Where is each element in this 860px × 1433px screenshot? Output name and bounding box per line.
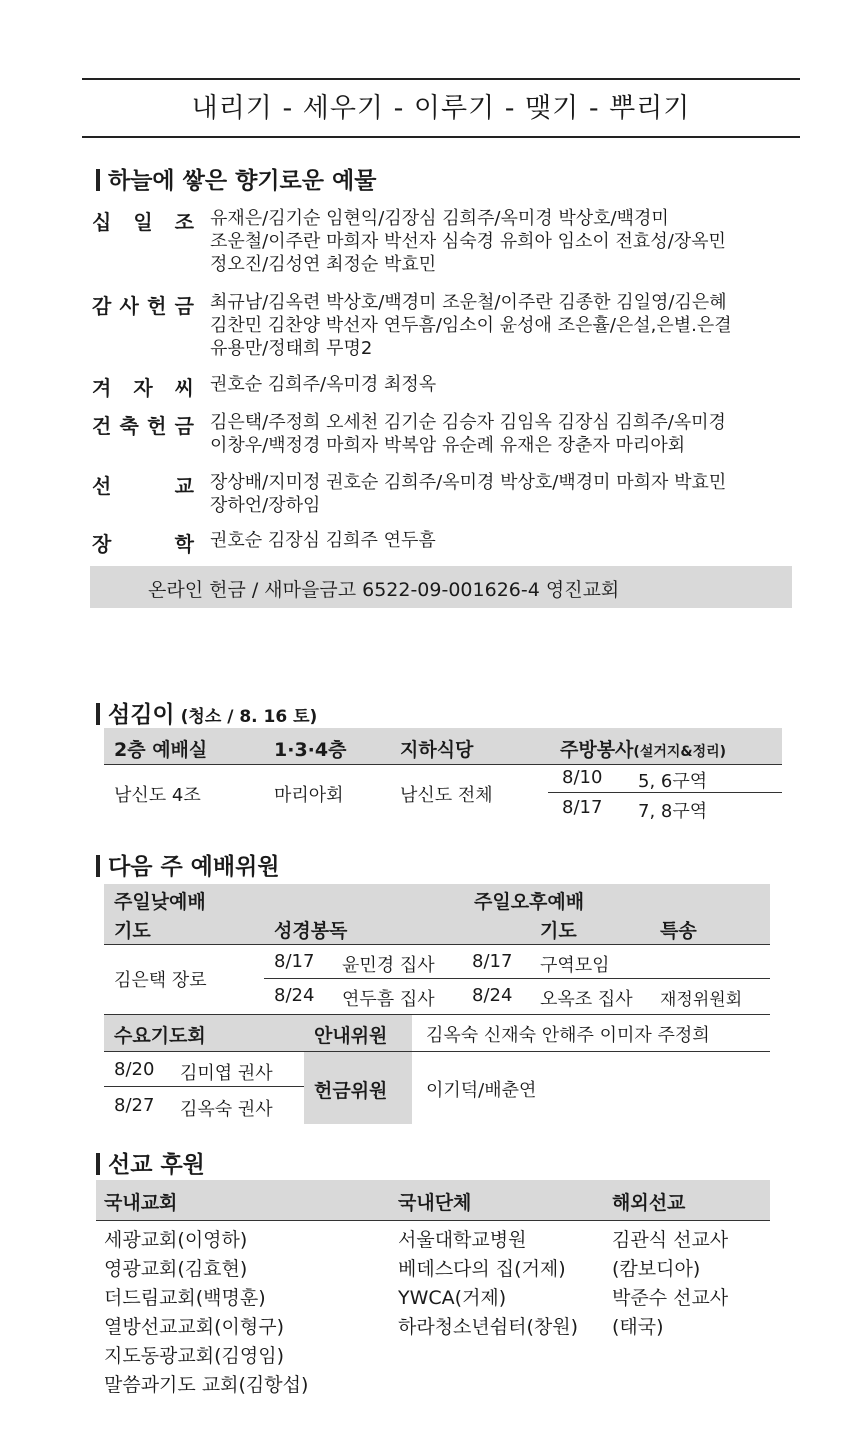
offering-label-char: 헌 bbox=[147, 414, 167, 438]
offering-name-line: 권호순 김희주/옥미경 최정옥 bbox=[210, 374, 437, 395]
wed-divider bbox=[104, 1086, 304, 1087]
offering-label-char: 축 bbox=[119, 414, 139, 438]
offering-names-5 bbox=[210, 529, 800, 552]
prayer-leader: 김은택 장로 bbox=[114, 970, 207, 991]
offering-label-char: 건 bbox=[92, 414, 112, 438]
worship-row1-prayer: 구역모임 bbox=[540, 955, 610, 976]
worship-row2-reader: 연두흠 집사 bbox=[342, 989, 435, 1010]
overseas-mission-item: (태국) bbox=[612, 1316, 664, 1338]
offering-names-3 bbox=[210, 411, 800, 457]
offering-name-line: 장하언/장하임 bbox=[210, 495, 321, 516]
service-subtitle: (청소 / 8. 16 토) bbox=[180, 707, 318, 727]
sunday-pm-header: 주일오후예배 bbox=[474, 891, 585, 913]
service-header-basement: 지하식당 bbox=[400, 739, 474, 761]
offering-label-1 bbox=[92, 290, 194, 319]
kitchen-divider bbox=[548, 792, 782, 793]
motto-text: 내리기 - 세우기 - 이루기 - 맺기 - 뿌리기 bbox=[191, 93, 691, 124]
offering-committee-names: 이기덕/배춘연 bbox=[426, 1080, 537, 1101]
kitchen-header-note: (설거지&정리) bbox=[633, 744, 727, 760]
domestic-church-item: 세광교회(이영하) bbox=[104, 1229, 248, 1251]
offering-label-2 bbox=[92, 372, 194, 401]
offering-committee-header: 헌금위원 bbox=[314, 1080, 388, 1102]
offering-label-char: 겨 bbox=[92, 376, 112, 400]
overseas-mission-item: 김관식 선교사 bbox=[612, 1229, 729, 1251]
offering-name-line: 유용만/정태희 무명2 bbox=[210, 338, 373, 359]
offering-label-char: 교 bbox=[174, 474, 194, 498]
service-header-134: 1·3·4층 bbox=[274, 739, 347, 761]
service-header-kitchen bbox=[560, 735, 726, 762]
reading-header: 성경봉독 bbox=[274, 920, 348, 942]
offering-names-0 bbox=[210, 207, 800, 276]
worship-row1-date: 8/17 bbox=[274, 951, 315, 972]
offering-label-char: 조 bbox=[174, 210, 194, 234]
mission-header-churches: 국내교회 bbox=[104, 1192, 178, 1214]
offering-label-char: 학 bbox=[174, 532, 194, 556]
offering-name-line: 유재은/김기순 임현익/김장심 김희주/옥미경 박상호/백경미 bbox=[210, 208, 669, 229]
domestic-church-item: 영광교회(김효현) bbox=[104, 1258, 248, 1280]
offering-label-3 bbox=[92, 410, 194, 439]
offering-label-5 bbox=[92, 528, 194, 557]
kitchen-zone-1: 5, 6구역 bbox=[638, 771, 708, 792]
kitchen-zone-2: 7, 8구역 bbox=[638, 801, 708, 822]
online-offering-text: 온라인 헌금 / 새마을금고 6522-09-001626-4 영진교회 bbox=[148, 579, 620, 601]
worship-title-text: 다음 주 예배위원 bbox=[108, 854, 280, 880]
offering-label-char: 씨 bbox=[174, 376, 194, 400]
domestic-org-item: YWCA(거제) bbox=[398, 1287, 507, 1309]
offering-name-line: 김찬민 김찬양 박선자 연두흠/임소이 윤성애 조은휼/은설,은별.은결 bbox=[210, 315, 732, 336]
usher-names: 김옥숙 신재숙 안해주 이미자 주정희 bbox=[426, 1025, 710, 1046]
offering-names-1 bbox=[210, 291, 800, 360]
mission-header-orgs: 국내단체 bbox=[398, 1192, 472, 1214]
offering-name-line: 조운철/이주란 마희자 박선자 심숙경 유희아 임소이 전효성/장옥민 bbox=[210, 231, 726, 252]
domestic-org-item: 하라청소년쉼터(창원) bbox=[398, 1316, 579, 1338]
wed-date-1: 8/20 bbox=[114, 1059, 155, 1080]
kitchen-date-2: 8/17 bbox=[562, 797, 603, 818]
offering-label-0 bbox=[92, 206, 194, 235]
domestic-church-item: 말씀과기도 교회(김항섭) bbox=[104, 1374, 309, 1396]
service-134-value: 마리아회 bbox=[274, 785, 344, 806]
usher-rule bbox=[104, 1051, 770, 1052]
offering-name-line: 최규남/김옥련 박상호/백경미 조운철/이주란 김종한 김일영/김은혜 bbox=[210, 292, 727, 313]
offering-name-line: 장상배/지미정 권호순 김희주/옥미경 박상호/백경미 마희자 박효민 bbox=[210, 472, 727, 493]
section-bar-icon bbox=[96, 703, 100, 725]
motto-bottom-rule bbox=[82, 136, 800, 138]
sunday-day-header: 주일낮예배 bbox=[114, 891, 206, 913]
domestic-org-item: 서울대학교병원 bbox=[398, 1229, 527, 1251]
prayer-header: 기도 bbox=[114, 920, 151, 942]
domestic-church-item: 지도동광교회(김영임) bbox=[104, 1345, 285, 1367]
kitchen-date-1: 8/10 bbox=[562, 767, 603, 788]
service-title-text: 섬김이 bbox=[108, 702, 175, 728]
section-bar-icon bbox=[96, 169, 100, 191]
offering-label-char: 자 bbox=[133, 376, 153, 400]
usher-header: 안내위원 bbox=[314, 1025, 388, 1047]
offering-name-line: 이창우/백정경 마희자 박복암 유순례 유재은 장춘자 마리아회 bbox=[210, 435, 686, 456]
offering-label-char: 금 bbox=[174, 294, 194, 318]
worship-row-divider bbox=[264, 978, 770, 979]
offering-names-2 bbox=[210, 373, 800, 396]
worship-row1-reader: 윤민경 집사 bbox=[342, 955, 435, 976]
mission-header-overseas: 해외선교 bbox=[612, 1192, 686, 1214]
special-header: 특송 bbox=[660, 920, 697, 942]
overseas-mission-item: (캄보디아) bbox=[612, 1258, 701, 1280]
service-title bbox=[96, 696, 317, 729]
offering-label-char: 일 bbox=[133, 210, 153, 234]
worship-row1-date2: 8/17 bbox=[472, 951, 513, 972]
offering-label-char: 장 bbox=[92, 532, 112, 556]
prayer2-header: 기도 bbox=[540, 920, 577, 942]
worship-row2-date: 8/24 bbox=[274, 985, 315, 1006]
service-header-rule bbox=[104, 764, 782, 765]
motto-top-rule bbox=[82, 78, 800, 80]
offering-label-char: 십 bbox=[92, 210, 112, 234]
mission-title-text: 선교 후원 bbox=[108, 1152, 205, 1178]
wed-name-1: 김미엽 권사 bbox=[180, 1063, 273, 1084]
offering-name-line: 정오진/김성연 최정순 박효민 bbox=[210, 254, 437, 275]
worship-row2-prayer: 오옥조 집사 bbox=[540, 989, 633, 1010]
worship-row2-special: 재정위원회 bbox=[660, 990, 743, 1010]
domestic-church-item: 열방선교교회(이형구) bbox=[104, 1316, 285, 1338]
mission-title bbox=[96, 1146, 205, 1179]
overseas-mission-item: 박준수 선교사 bbox=[612, 1287, 729, 1309]
offering-label-4 bbox=[92, 470, 194, 499]
offering-name-line: 권호순 김장심 김희주 연두흠 bbox=[210, 530, 436, 551]
service-2f-value: 남신도 4조 bbox=[114, 785, 201, 806]
offering-label-char: 감 bbox=[92, 294, 112, 318]
domestic-org-item: 베데스다의 집(거제) bbox=[398, 1258, 566, 1280]
offering-names-4 bbox=[210, 471, 800, 517]
mission-header-rule bbox=[96, 1220, 770, 1221]
offering-label-char: 금 bbox=[174, 414, 194, 438]
service-basement-value: 남신도 전체 bbox=[400, 785, 493, 806]
offering-label-char: 사 bbox=[119, 294, 139, 318]
section-bar-icon bbox=[96, 1153, 100, 1175]
offering-label-char: 선 bbox=[92, 474, 112, 498]
worship-row2-date2: 8/24 bbox=[472, 985, 513, 1006]
service-header-2f: 2층 예배실 bbox=[114, 739, 208, 761]
offering-name-line: 김은택/주정희 오세천 김기순 김승자 김임옥 김장심 김희주/옥미경 bbox=[210, 412, 726, 433]
wed-header: 수요기도회 bbox=[114, 1025, 206, 1047]
wed-name-2: 김옥숙 권사 bbox=[180, 1099, 273, 1120]
domestic-church-item: 더드림교회(백명훈) bbox=[104, 1287, 266, 1309]
worship-title bbox=[96, 848, 280, 881]
offerings-title-text: 하늘에 쌓은 향기로운 예물 bbox=[108, 168, 377, 194]
kitchen-header-label: 주방봉사 bbox=[560, 739, 634, 761]
wed-date-2: 8/27 bbox=[114, 1095, 155, 1116]
worship-header-rule bbox=[104, 944, 770, 945]
offerings-title bbox=[96, 162, 376, 195]
section-bar-icon bbox=[96, 855, 100, 877]
offering-label-char: 헌 bbox=[147, 294, 167, 318]
